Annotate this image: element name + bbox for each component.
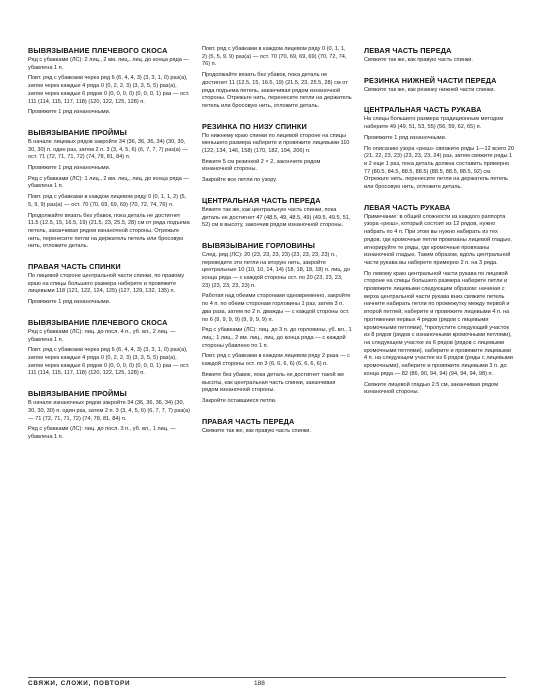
instruction-paragraph: Закройте все петли по узору. [202,177,278,184]
instruction-paragraph: Провяжите 1 ряд изнаночными. [28,299,111,306]
instruction-paragraph: Вяжите 5 см резинкой 2 × 2, закончите рядом изнаночной стороны. [202,158,321,173]
section-heading: ЦЕНТРАЛЬНАЯ ЧАСТЬ РУКАВА [364,105,482,115]
instruction-paragraph: Ряд с убавками (ЛС): лиц. до посл. 3 п., уб. вл., 1 лиц. — убавлена 1 п. [28,426,176,440]
instruction-paragraph: Ряд с убавками (ЛС): лиц. до 3 п. до горловины, уб. вл., 1 лиц.; 1 лиц., 2 вм. лиц., лиц. до конца ряда — с каждой стороны убавлено по 1 п. [202,327,352,349]
section-heading: РЕЗИНКА НИЖНЕЙ ЧАСТИ ПЕРЕДА [364,75,497,85]
instruction-paragraph: По нижнему краю спинки по лицевой стороне на спицы меньшего размера наберите и провяжите лицевыми 110 (122, 134, 146, 158) (170, 182, 194, 206) п. [202,132,350,155]
section-heading: ПРАВАЯ ЧАСТЬ ПЕРЕДА [202,416,295,426]
section-spacer [28,120,191,128]
section-heading: ВЫВЯЗЫВАНИЕ ПЛЕЧЕВОГО СКОСА [28,46,168,55]
instruction-paragraph: На спицы большего размера традиционным методом наберите 49 (49, 51, 53, 55) (56, 59, 62, 65) п. [364,116,504,131]
instruction-paragraph: Свяжите так же, как резинку нижней части спинки. [364,86,496,93]
section-heading: ВЫВЯЗЫВАНИЕ ПРОЙМЫ [28,389,127,399]
section-spacer [202,188,352,196]
instruction-paragraph: Провяжите 1 ряд изнаночными. [28,109,111,116]
section-spacer [364,97,515,105]
instruction-paragraph: По лицевой стороне центральной части спинки, по правому краю на спицы большего размера наберите и провяжите лицевыми 118 (121, 122, 124, 125) (127, 129, 132, 135) п. [28,273,185,295]
section-heading: ЦЕНТРАЛЬНАЯ ЧАСТЬ ПЕРЕДА [202,195,321,205]
section-heading: ЛЕВАЯ ЧАСТЬ РУКАВА [364,202,451,212]
book-title: СВЯЖИ, СЛОЖИ, ПОВТОРИ [28,680,131,687]
section-spacer [202,233,352,241]
instruction-paragraph: Повт. ряд с убавками через ряд 6 (6, 4, 4, 3) (3, 3, 1, 0) раз(а), затем через каждые 4 ряда 0 (0, 2, 2, 3) (3, 3, 5, 5) раз(а), затем через каждые 6 рядов 0 (0, 0, 0, 0) (0, 0, 0, 1) раз — ост. 111 (114, 115, 117, 118) (120, 122, 125, 128) п. [28,75,190,105]
instruction-paragraph: По описанию узора «рюш» связжите ряды 1—12 всего 20 (21, 22, 23, 23) (23, 23, 23, 24) раз, затем свяжите ряды 1 и 2 еще 1 раз, пока деталь должна составить примерно 77 (80.5, 84.5, 88.5, 88.5) (88.5, 88.5, 88.5, 92) см. Отрежьте нить, перенесите петли на держатель петель или бросовую нить, отложите деталь. [364,145,514,191]
section-spacer [28,381,191,389]
section-heading: ВЫВЯЗЫВАНИЕ ПРОЙМЫ [28,127,127,137]
instruction-paragraph: Продолжайте вязать без убавок, пока деталь не достигнет 11 (12.5, 15, 16.5, 19) (21.5, 23, 25.5, 28) см от ряда подъема петель, заканчивая рядом изнаночной стороны. Отрежьте нить, перенесите петли на держатель петель или бросовую нить, отложите деталь. [202,72,352,109]
section-spacer [28,254,191,262]
section-heading: ВЫВЯЗЫВАНИЕ ПЛЕЧЕВОГО СКОСА [28,317,168,327]
section-spacer [202,409,352,417]
instruction-paragraph: Свяжите так же, как правую часть спинки. [364,57,473,63]
section-heading: ЛЕВАЯ ЧАСТЬ ПЕРЕДА [364,46,452,55]
instruction-paragraph: Ряд с убавками (ЛС): 2 лиц., 2 вм. лиц., лиц. до конца ряда — убавлена 1 п. [28,57,190,71]
instruction-paragraph: Ряд с убавками (ЛС): 1 лиц., 2 вм. лиц., лиц. до конца ряда — убавлена 1 п. [28,175,190,190]
section-heading: ПРАВАЯ ЧАСТЬ СПИНКИ [28,262,121,272]
instruction-paragraph: Повт. ряд с убавками в каждом лицевом ряду 0 (0, 1, 1, 2) (5, 5, 9, 9) раз(а) — ост. 70 (70, 69, 69, 69) (70, 72, 74, 76) п. [28,194,187,208]
instruction-paragraph: По левому краю центральной части рукава по лицевой стороне на спицы большего размера наберите петли и провяжите лицевыми следующим образом: начиная с верха центральной части рукава вниз свяжите петель начните набирать петли по промежутку между первой и второй петлей, наберите и провяжите лицевыми 4 п. на протяжении первых 4 рядов (рядов с лицевыми кромочными петлями), *пропустите следующий участок из 8 рядов (рядов с изнаночными кромочными петлями), на следующем участке из 6 рядов (рядов с лицевыми кромочными петлями), наберите и провяжите лицевыми 4 п. на следующем участке из 6 рядов (ряды с лицевыми кромочными), наберите и провяжите лицевыми 3 п. до конца ряда — 82 (86, 90, 94, 94) (94, 94, 94, 98) п. [364,270,513,377]
instruction-paragraph: Работая над обеими сторонами одновременно, закройте по 4 п. по обеим сторонам горловины 1 раз, затем 3 п. два раза, затем по 2 п. дважды — с каждой стороны ост. по 6 (9, 9, 9, 9) (9, 9, 9, 9) п. [202,293,351,323]
instruction-paragraph: Ряд с убавками (ЛС): лиц. до посл. 4 п., уб. вл., 2 лиц. — убавлена 1 п. [28,328,176,343]
text-column-left [28,46,191,445]
instruction-paragraph: След. ряд (ЛС): 20 (23, 23, 23, 23) (23, 23, 23, 23) п., переведите эти петли на вторую нить, закройте центральные 10 (10, 10, 14, 14) (18, 18, 18, 18) п. лиц. до конца ряда — с каждой стороны ост. по 20 (23, 23, 23, 23) (23, 23, 23, 23) п. [202,251,351,289]
footer-divider [28,677,506,678]
instruction-paragraph: Вяжите без убавок, пока деталь не достигнет такой же высоты, как центральная часть спинки, заканчивая рядом изнаночной стороны. [202,371,345,394]
section-spacer [364,195,515,203]
text-column-right [364,46,515,400]
instruction-paragraph: Продолжайте вязать без убавок, пока деталь не достигнет 11.5 (12.5, 15, 16.5, 19) (21.5, 23, 25.5, 28) см от ряда подъема петель, заканчивая рядом изнаночной стороны. Отрежьте нить, перенесите петли на держатель петель или бросовую нить, отложите деталь. [28,212,190,250]
instruction-paragraph: Провяжите 1 ряд изнаночными. [364,134,447,141]
instruction-paragraph: Повт. ряд с убавками в каждом лицевом ряду 0 (0, 1, 1, 2) (5, 5, 9, 9) раз(а) — ост. 70 (70, 69, 69, 69) (70, 72, 74, 76) п. [202,46,347,68]
section-spacer [202,114,352,122]
section-heading: РЕЗИНКА ПО НИЗУ СПИНКИ [202,121,307,131]
instruction-paragraph: Повт. ряд с убавками через ряд 6 (6, 4, 4, 3) (3, 3, 1, 0) раз(а), затем через каждые 4 ряда 0 (0, 2, 2, 3) (3, 3, 5, 5) раз(а), затем через каждые 6 рядов 0 (0, 0, 0, 0) (0, 0, 0, 1) раз — ост. 111 (114, 115, 117, 118) (120, 122, 125, 128) п. [28,347,190,377]
instruction-paragraph: Примечание: в общей сложности из каждого раппорта узора «рюш», который состоит из 12 рядов, нужно набрать по 4 п. При этом вы нужно набирать из тех рядов, где кромочные петли провязаны лицевой гладью, игнорируйте те ряды, где кромочные провязаны изнаночной гладью. Таким образом, вдоль центральной части рукава вы наберете примерно 2 п. на 3 ряда. [364,213,512,266]
instruction-paragraph: Закройте оставшиеся петли. [202,397,277,404]
instruction-paragraph: Свяжите так же, как правую часть спинки. [202,427,311,434]
instruction-paragraph: Провяжите 1 ряд изнаночными. [28,165,111,172]
instruction-paragraph: Свяжите лицевой гладью 2.5 см, заканчивая рядом изнаночной стороны. [364,381,499,396]
section-spacer [364,68,515,76]
instruction-paragraph: В начале лицевых рядов закройте 34 (36, 36, 36, 34) (30, 30, 30, 30) п. один раз, затем 2 п. 3 (3, 4, 5, 6) (6, 7, 7, 7) раз(а) — ост. 71 (72, 71, 71, 72) (74, 78, 81, 84) п. [28,138,188,161]
instruction-paragraph: Повт. ряд с убавками в каждом лицевом ряду 2 раза — с каждой стороны ост. по 3 (6, 6, 6, 6) (6, 6, 6, 6) п. [202,353,350,368]
section-heading: ВЫВЯЗЫВАНИЕ ГОРЛОВИНЫ [202,240,316,250]
section-spacer [28,310,191,318]
text-column-middle [202,46,352,438]
instruction-paragraph: Вяжите так же, как центральную часть спинки, пока деталь не достигнет 47 (48.5, 49, 48.5, 49) (49.5, 49.5, 51, 52) см в высоту, закончив рядом изнаночной стороны. [202,206,351,229]
instruction-paragraph: В начале изнаночных рядов закройте 34 (36, 36, 36, 34) (30, 30, 30, 30) п. один раз, затем 2 п. 3 (3, 4, 5, 6) (6, 7, 7, 7) раз(а) — 71 (72, 71, 71, 72) (74, 78, 81, 84) п. [28,400,190,422]
page-number: 188 [254,680,265,687]
